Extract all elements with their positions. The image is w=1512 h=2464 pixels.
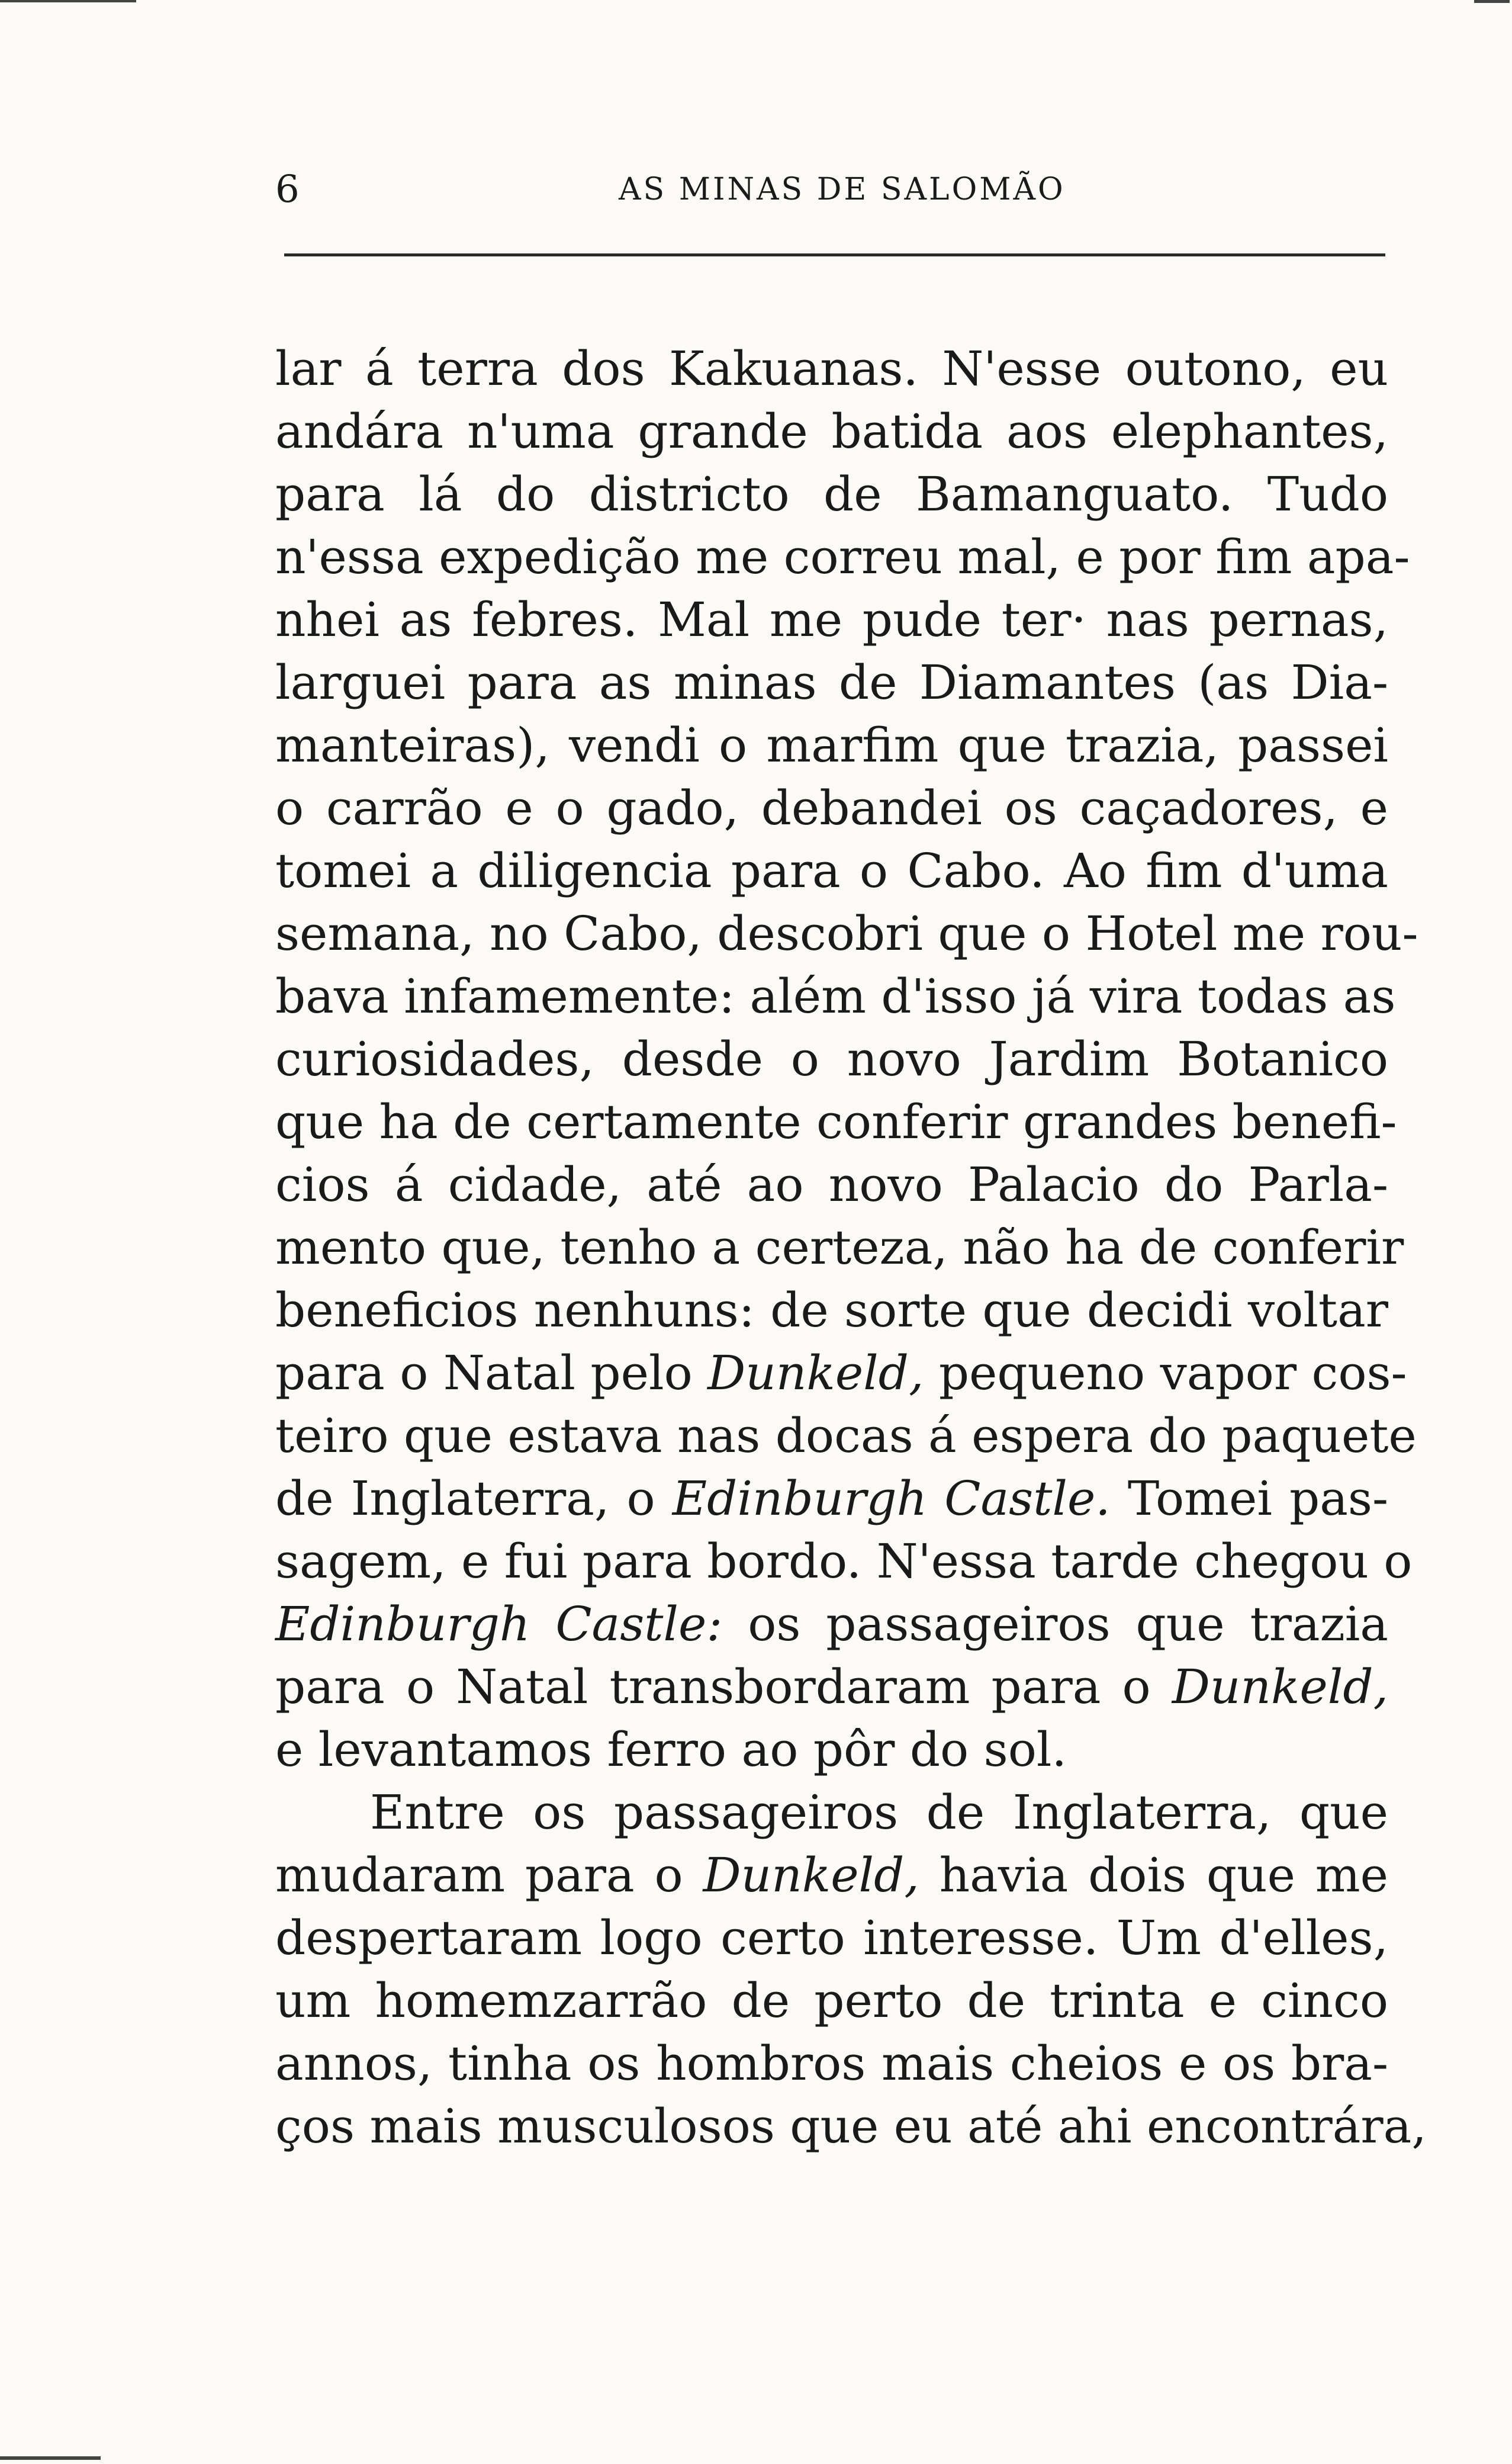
header-rule <box>284 253 1385 256</box>
text-line: nhei as febres. Mal me pude ter· nas pernas, <box>275 592 1388 647</box>
text-line: teiro que estava nas docas á espera do paquete <box>275 1408 1417 1463</box>
text-line: de Inglaterra, o Edinburgh Castle. Tomei pas- <box>275 1471 1388 1526</box>
text-line: beneficios nenhuns: de sorte que decidi voltar <box>275 1283 1388 1338</box>
text-line: mento que, tenho a certeza, não ha de conferir <box>275 1220 1404 1275</box>
ship-name: Edinburgh Castle: <box>275 1596 723 1652</box>
scan-edge-mark <box>0 0 136 2</box>
page-header <box>275 163 1388 216</box>
text-line: que ha de certamente conferir grandes benefi- <box>275 1094 1397 1149</box>
ship-name: Dunkeld, <box>703 1848 919 1903</box>
text-line: semana, no Cabo, descobri que o Hotel me rou- <box>275 906 1418 961</box>
text-line: Edinburgh Castle: os passageiros que trazia <box>275 1596 1388 1652</box>
paragraph-end-line: e levantamos ferro ao pôr do sol. <box>275 1722 1067 1777</box>
text-line: lar á terra dos Kakuanas. N'esse outono, eu <box>275 341 1388 396</box>
text-line: ços mais musculosos que eu até ahi encontrára, <box>275 2099 1427 2154</box>
text-line: tomei a diligencia para o Cabo. Ao fim d'uma <box>275 843 1388 898</box>
text-line: para o Natal pelo Dunkeld, pequeno vapor cos- <box>275 1345 1407 1400</box>
text-line: bava infamemente: além d'isso já vira todas as <box>275 969 1396 1024</box>
text-line: manteiras), vendi o marfim que trazia, passei <box>275 718 1388 773</box>
text-line: para o Natal transbordaram para o Dunkeld, <box>275 1659 1388 1714</box>
text-line: annos, tinha os hombros mais cheios e os bra- <box>275 2036 1388 2091</box>
paragraph-start-line: Entre os passageiros de Inglaterra, que <box>370 1785 1388 1840</box>
scan-edge-mark <box>0 2456 101 2460</box>
text-line: cios á cidade, até ao novo Palacio do Parla- <box>275 1157 1388 1212</box>
ship-name: Dunkeld, <box>1172 1659 1388 1714</box>
text-line: para lá do districto de Bamanguato. Tudo <box>275 467 1388 522</box>
body-text <box>275 338 1427 2158</box>
running-title: AS MINAS DE SALOMÃO <box>619 172 1066 207</box>
ship-name: Dunkeld, <box>707 1345 924 1400</box>
text-line: despertaram logo certo interesse. Um d'elles, <box>275 1910 1388 1965</box>
text-line: sagem, e fui para bordo. N'essa tarde chegou o <box>275 1534 1413 1589</box>
page-number: 6 <box>275 168 300 211</box>
text-line: n'essa expedição me correu mal, e por fim apa- <box>275 529 1410 584</box>
text-line: um homemzarrão de perto de trinta e cinco <box>275 1973 1388 2028</box>
text-line: o carrão e o gado, debandei os caçadores, e <box>275 780 1388 836</box>
text-line: larguei para as minas de Diamantes (as Dia- <box>275 655 1388 710</box>
text-line: curiosidades, desde o novo Jardim Botanico <box>275 1032 1388 1087</box>
text-line: mudaram para o Dunkeld, havia dois que me <box>275 1848 1388 1903</box>
scan-edge-mark <box>1474 0 1510 3</box>
ship-name: Edinburgh Castle. <box>672 1471 1111 1526</box>
text-line: andára n'uma grande batida aos elephantes, <box>275 404 1388 459</box>
